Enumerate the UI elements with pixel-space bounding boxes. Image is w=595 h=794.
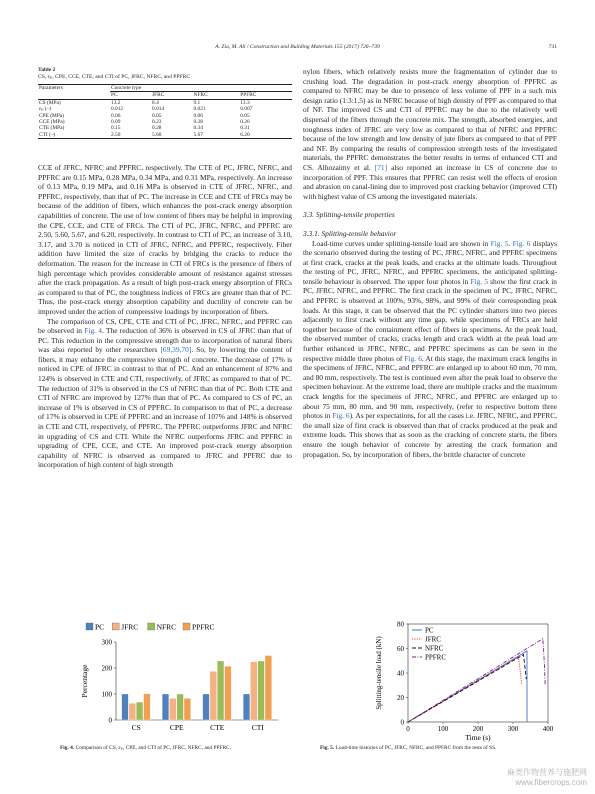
legend-label: PC	[95, 622, 105, 632]
reference-link[interactable]: [69,39,70]	[160, 345, 192, 355]
y-tick-label: 100	[101, 690, 112, 699]
value-cell: 0.014	[152, 106, 165, 113]
x-tick-label: 100	[437, 725, 449, 733]
legend-label: JFRC	[121, 622, 139, 632]
bar	[243, 694, 250, 720]
paragraph: CCE of JFRC, NFRC and PPFRC, respectively. The CTE of PC, JFRC, NFRC, and PPFRC are 0.15 MPa, 0.28 MPa, 0.34 MPa, and 0.31 MPa, respectively. An increase of 0.13 MPa, 0.19 MPa, and 0.16 MPa is observed in CTE of JFRC, NFRC, and PPFRC, respectively, than that of PC. The increase in CCE and CTE of FRCs may be because of the addition of fibers, which enhances the post-crack energy absorption capabilities of concrete. The use of low content of fibers may be helpful in improving the CPE, CCE, and CTE of FRCs. The CTI of PC, JFRC, NFRC, and PPFRC are 2.50, 5.60, 5.67, and 6.20, respectively. In contrast to CTI of PC, an increase of 3.10, 3.17, and 3.70 is noticed in CTI of JFRC, NFRC, and PPFRC, respectively. Fiber addition have limited the size of cracks by bridging the cracks to reduce the deformation. The reason for the increase in CTI of FRCs is the presence of fibers of high percentage which provides considerable amount of resistance against stresses after the crack propagation. As a result of high post-crack energy absorption of FRCs as compared to that of PC, the toughness indices of FRCs are greater than that of PC. Thus, the post-crack energy absorption capability and ductility of concrete can be improved under the action of compressive loadings by incorporation of fibers.	[38, 163, 292, 316]
bar	[144, 694, 151, 720]
bar	[217, 661, 224, 720]
x-axis-label: Time (s)	[465, 733, 491, 742]
value-cell: 9.1	[193, 99, 201, 106]
y-tick-label: 0	[108, 716, 112, 725]
value-cell: 5.67	[193, 131, 203, 138]
value-cell: 0.34	[193, 125, 203, 132]
value-cell: 0.06	[193, 112, 203, 119]
param-cell: CS (MPa)	[39, 99, 61, 106]
paragraph: The comparison of CS, CPE, CTE and CTI of PC, JFRC, NFRC, and PPFRC can be observed in Fig. 4. The reduction of 36% is observed in CS of JFRC than that of PC. This reduction in the compressive strength due to incorporation of natural fibers was also reported by other researchers [69,39,70]. So, by lowering the content of fibers, it may enhance the compressive strength of concrete. The decrease of 17% is noticed in CPE of JFRC in contrast to that of PC. And an enhancement of 87% and 124% is observed in CTE and CTI, respectively, of JFRC as compared to that of PC. The reduction of 31% is observed in the CS of NFRC than that of PC. Both CTE and CTI of NFRC are improved by 127% than that of PC. As compared to CS of PC, an increase of 1% is observed in CS of PPFRC. In comparison to that of PC, a decrease of 17% is observed in CPE of PPFRC and an increase of 107% and 148% is observed in CTE and CTI, respectively, of PPFRC. The PPFRC outperforms JFRC and NFRC in upgrading of CS and CTI. While the NFRC outperforms JFRC and PPFRC in upgrading of CPE, CCE, and CTE. An improved post-crack energy absorption capability of NFRC is observed as compared to JFRC and PPFRC due to incorporation of high content of high strength	[38, 316, 293, 470]
watermark: 麻类作物营养与施肥网 www.fibercrops.com	[507, 768, 587, 787]
page-number: 731	[548, 44, 557, 50]
param-cell: CCE (MPa)	[39, 119, 65, 126]
bar	[258, 661, 265, 720]
reference-link[interactable]: [71]	[374, 162, 388, 172]
running-header	[38, 44, 557, 56]
legend-label: PPFRC	[192, 622, 215, 632]
value-cell: 0.021	[193, 106, 206, 113]
value-cell: 0.09	[111, 119, 121, 126]
value-cell: 0.06	[111, 112, 121, 119]
legend-swatch	[112, 623, 119, 630]
x-tick-label: 200	[472, 725, 484, 733]
fig4-bar-chart	[78, 620, 288, 738]
fig5-line-chart	[372, 618, 558, 743]
value-cell: 0.31	[240, 125, 250, 132]
results-table	[38, 84, 292, 139]
bar	[250, 662, 257, 720]
value-cell: 2.50	[111, 131, 121, 138]
y-tick-label: 20	[397, 694, 404, 702]
value-cell: 8.4	[152, 99, 159, 106]
y-axis-label: Percentage	[80, 664, 89, 698]
y-tick-label: 0	[400, 718, 404, 727]
bar	[265, 656, 272, 720]
bar	[184, 698, 191, 720]
col-group-header: Concrete type	[110, 85, 292, 92]
legend-swatch	[86, 623, 93, 630]
figure-link[interactable]: Fig. 5	[490, 238, 509, 248]
bar	[225, 666, 232, 720]
y-tick-label: 200	[101, 664, 112, 673]
value-cell: 0.28	[152, 125, 162, 132]
x-tick-label: 400	[542, 725, 554, 733]
col-header: PC	[111, 92, 118, 99]
value-cell: 0.15	[111, 125, 121, 132]
table-caption: CS, εₚ, CPE, CCE, CTE, and CTI of PC, JFRC, NFRC, and PPFRC	[38, 74, 191, 80]
y-tick-label: 60	[397, 645, 404, 653]
legend-label: PC	[425, 626, 434, 635]
bar	[122, 694, 129, 720]
bar	[136, 702, 143, 720]
bar	[169, 698, 176, 720]
legend-swatch	[148, 623, 155, 630]
value-cell: 13.3	[240, 99, 250, 106]
value-cell: 0.26	[240, 119, 250, 126]
x-tick-label: 300	[507, 725, 519, 733]
x-tick-label: CPE	[169, 723, 184, 732]
journal-citation: A. Zia, M. Ali / Construction and Building Materials 155 (2017) 726–739	[215, 44, 380, 50]
table-body	[38, 99, 292, 138]
y-tick-label: 40	[397, 669, 404, 678]
value-cell: 13.2	[111, 99, 121, 106]
right-column	[303, 67, 557, 459]
table-2	[38, 67, 292, 139]
value-cell: 6.20	[240, 131, 250, 138]
value-cell: 0.23	[152, 119, 162, 126]
table-row	[38, 132, 292, 139]
value-cell: 0.012	[111, 106, 124, 113]
y-tick-label: 300	[101, 638, 112, 647]
column-header-row	[38, 92, 292, 99]
x-tick-label: CTE	[210, 723, 225, 732]
col-header: NFRC	[193, 92, 208, 99]
bar	[177, 694, 184, 720]
bar	[129, 703, 136, 720]
y-axis-label: Splitting-tensile load (kN)	[375, 636, 383, 710]
legend-label: JFRC	[425, 635, 441, 644]
fig5-caption: Fig. 5. Load-time histories of PC, JFRC, NFRC, and PPFRC from the tests of SS.	[320, 745, 497, 751]
left-column	[38, 163, 292, 470]
figure-link[interactable]: Fig. 6	[332, 411, 350, 421]
col-param-header: Parameters	[39, 85, 63, 92]
x-tick-label: CS	[131, 723, 141, 732]
param-cell: CTE (MPa)	[39, 125, 65, 132]
value-cell: 5.60	[152, 131, 162, 138]
legend-label: NFRC	[425, 644, 444, 653]
param-cell: CPE (MPa)	[39, 112, 65, 119]
value-cell: 0.007	[240, 106, 253, 113]
figure-link[interactable]: Fig. 5	[470, 276, 489, 286]
bar	[203, 694, 210, 720]
x-tick-label: CTI	[251, 723, 264, 732]
paragraph: Load-time curves under splitting-tensile load are shown in Fig. 5. Fig. 6 displays the scenario observed during the testing of PC, JFRC, NFRC, and PPFRC specimens at first crack, cracks at the peak loads, and cracks at the ultimate loads. Throughout the testing of PC, JFRC, NFRC, and PPFRC specimens, the anticipated splitting-tensile behaviour is observed. The upper four photos in Fig. 5 show the first crack in PC, JFRC, NFRC, and PPFRC. The first crack in the specimen of PC, JFRC, NFRC, and PPFRC is observed at 100%, 93%, 98%, and 99% of their corresponding peak loads. At this stage, it can be observed that the PC cylinder shatters into two pieces adjacently to first crack without any time gap, while specimens of FRCs are held together because of the containment effect of fibers in specimens. At the peak load, the observed number of cracks, cracks length and crack width at the peak load are further enhanced in JFRC, NFRC, and PPFRC specimens as can be seen in the respective middle three photos of Fig. 6. At this stage, the maximum crack lengths in the specimens of JFRC, NFRC, and PPFRC are enlarged up to about 60 mm, 70 mm, and 80 mm, respectively. The test is continued even after the peak load to observe the specimen behaviour. At the extreme load, there are multiple cracks and the maximum crack lengths for the specimens of JFRC, NFRC, and PPFRC are enlarged up to about 75 mm, 80 mm, and 90 mm, respectively, (refer to respective bottom three photos in Fig. 6). As per expectations, for all the cases i.e. JFRC, NFRC, and PPFRC, the small size of first crack is observed than that of cracks produced at the peak and extreme loads. This shows that as soon as the cracking of concrete starts, the fibers ensure the tough behavior of concrete by arresting the crack formation and propagation. So, by incorporation of fibers, the brittle character of concrete	[303, 238, 558, 459]
figure-link[interactable]: Fig. 6	[404, 353, 422, 363]
param-cell: CTI (–)	[39, 131, 56, 138]
bar	[162, 694, 169, 720]
section-heading: 3.3. Splitting-tensile properties	[303, 210, 395, 220]
bar	[210, 671, 217, 720]
fig4-caption: Fig. 4. Comparison of CS, εₚ, CPE, and CTI of PC, JFRC, NFRC, and PPFRC.	[60, 745, 231, 751]
value-cell: 0.28	[193, 119, 203, 126]
table-label: Table 2	[38, 67, 56, 73]
subsection-heading: 3.3.1. Splitting-tensile behavior	[303, 228, 397, 238]
legend-label: NFRC	[156, 622, 177, 632]
figure-link[interactable]: Fig. 6	[512, 238, 531, 248]
value-cell: 0.05	[152, 112, 162, 119]
table-row	[38, 99, 292, 106]
series-line	[408, 655, 526, 722]
x-tick-label: 0	[406, 725, 410, 733]
col-header: PPFRC	[240, 92, 257, 99]
paragraph: nylon fibers, which relatively resists more the fragmentation of cylinder due to crushing load. The degradation in post-crack energy absorption of PPFRC as compared to NFRC may be due to presence of less volume of PPF in a such mix design ratio (1:3:1.5) as in NFRC because of high density of PPF as compared to that of NF. The improved CS and CTI of PPFRC may be due to the relatively well dispersal of the fibers through the concrete mix. The strength, absorbed energies, and toughness index of JFRC are very low as compared to that of NFRC and PPFRC because of the low strength and low density of jute fibers as compared to that of PPF and NF. By comparing the results of compression strength tests of the investigated materials, the PPFRC demonstrates the better results in terms of enhanced CTI and CS. Alhozaimy et al. [71] also reported an increase in CS of concrete due to incorporation of PPF. This ensures that PPFRC can resist well the effects of erosion and abrasion on canal-lining due to improved post cracking behavior (improved CTI) with highest value of CS among the investigated materials.	[303, 67, 557, 201]
legend-swatch	[183, 623, 190, 630]
param-cell: εₚ (–)	[39, 106, 52, 113]
legend-label: PPFRC	[425, 653, 447, 662]
col-header: JFRC	[152, 92, 165, 99]
figure-link[interactable]: Fig. 4	[84, 326, 102, 336]
y-tick-label: 80	[397, 620, 404, 629]
value-cell: 0.05	[240, 112, 250, 119]
